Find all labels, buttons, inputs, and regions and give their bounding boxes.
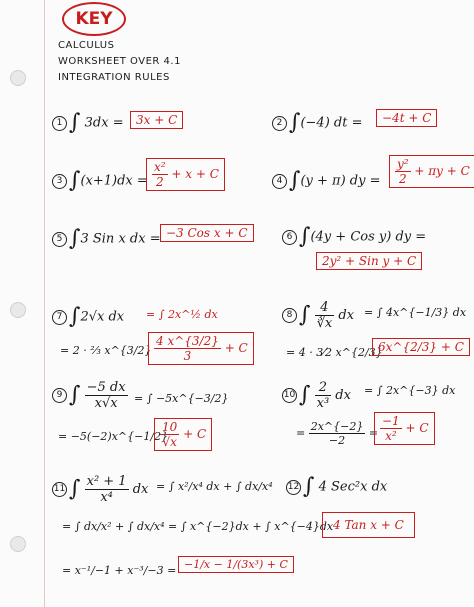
work-7a: = ∫ 2x^½ dx (146, 308, 218, 321)
answer-box-5: −3 Cos x + C (160, 224, 254, 242)
binder-hole (10, 302, 26, 318)
integrand: (−4) dt (300, 115, 348, 131)
work-9b: = −5(−2)x^{−1/2} (58, 430, 169, 443)
key-label: KEY (62, 2, 126, 36)
work-10b: = $\frac{2x\^{}\{-2\}}{-2}$ = (296, 420, 379, 447)
worksheet-title: WORKSHEET OVER 4.1 (58, 56, 181, 67)
integrand: 3 Sin x dx (80, 231, 146, 247)
binder-hole (10, 70, 26, 86)
work-8a: = ∫ 4x^{−1/3} dx (364, 306, 467, 319)
problem-6: 6 ∫(4y + Cos y) dy = (282, 226, 426, 248)
answer-box-10: $\frac{-1}{\text{x²}}$ + C (374, 412, 435, 445)
problem-7: 7 ∫2√x dx (52, 306, 124, 328)
integrand: 3dx (84, 115, 109, 131)
margin-line (44, 0, 45, 607)
work-11b: = ∫ dx/x² + ∫ dx/x⁴ = ∫ x^{−2}dx + ∫ x^{−4}dx (62, 520, 334, 533)
binder-hole (10, 536, 26, 552)
answer-box-8: 6x^{2/3} + C (372, 338, 470, 356)
problem-number: 1 (52, 116, 67, 131)
work-8b: = 4 · 3⁄2 x^{2/3} (286, 346, 383, 359)
integrand: (y + π) dy (300, 173, 366, 189)
problem-9: 9 ∫ $\frac{-5 dx}{x√x}$ (52, 380, 128, 411)
course-title: CALCULUS (58, 40, 115, 51)
work-10a: = ∫ 2x^{−3} dx (364, 384, 456, 397)
problem-5: 5 ∫3 Sin x dx = (52, 228, 161, 250)
answer-box-12: 4 Tan x + C (322, 512, 415, 538)
problem-2: 2 ∫(−4) dt = (272, 112, 363, 134)
answer-box-11: −1/x − 1/(3x³) + C (178, 556, 294, 573)
problem-1: 1 ∫ 3dx = (52, 112, 124, 134)
integrand: 4 Sec²x dx (318, 479, 388, 495)
problem-8: 8 ∫ $\frac{4}{∛x}$ dx (282, 300, 354, 331)
problem-3: 3 ∫(x+1)dx = (52, 170, 148, 192)
answer-box-3: $\frac{\text{x²}}{2}$ + x + C (146, 158, 225, 191)
integrand: (4y + Cos y) dy (310, 229, 412, 245)
problem-10: 10 ∫ $\frac{2}{\text{x³}}$ dx (283, 380, 351, 411)
answer-box-9: $\frac{10}{√x}$ + C (154, 418, 212, 451)
integrand: (x+1)dx (80, 173, 133, 189)
answer-box-6: 2y² + Sin y + C (316, 252, 422, 270)
integrand: 2√x dx (80, 309, 125, 325)
answer-box-7: $\frac{4 x\^{}\{3/2\}}{3}$ + C (148, 332, 254, 365)
work-9a: = ∫ −5x^{−3/2} (134, 392, 229, 405)
topic-title: INTEGRATION RULES (58, 72, 170, 83)
answer-box-2: −4t + C (376, 109, 437, 127)
answer-box-1: 3x + C (130, 111, 183, 129)
work-7b: = 2 · ⅔ x^{3/2} (60, 344, 152, 357)
work-11c: = x⁻¹/−1 + x⁻³/−3 = (62, 564, 177, 577)
work-11a: = ∫ x²/x⁴ dx + ∫ dx/x⁴ (156, 480, 273, 493)
problem-12: 12 ∫ 4 Sec²x dx (287, 474, 388, 499)
problem-4: 4 ∫(y + π) dy = (272, 170, 381, 192)
problem-11: 11 ∫ $\frac{\text{x² + 1}}{\text{x⁴}}$ dx (53, 474, 149, 505)
answer-box-4: $\frac{\text{y²}}{2}$ + πy + C (389, 155, 474, 188)
